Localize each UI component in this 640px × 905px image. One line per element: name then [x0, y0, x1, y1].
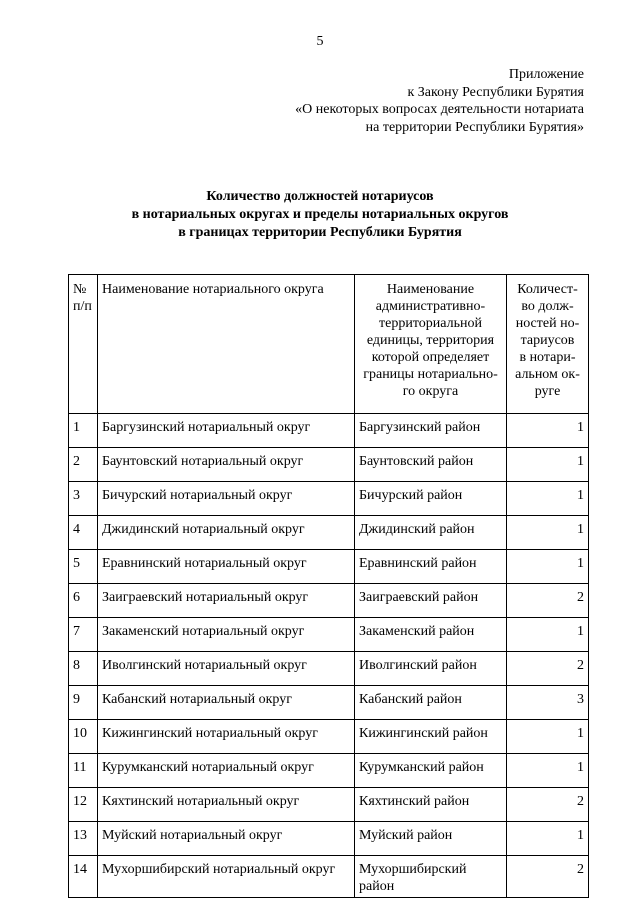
header-line: которой определяет [371, 350, 490, 365]
district-name: Кабанский нотариальный округ [98, 686, 355, 720]
header-line: руге [534, 384, 561, 399]
district-name: Баргузинский нотариальный округ [98, 414, 355, 448]
district-name: Джидинский нотариальный округ [98, 516, 355, 550]
district-name: Еравнинский нотариальный округ [98, 550, 355, 584]
territorial-unit: Курумканский район [355, 754, 507, 788]
notary-districts-table [68, 274, 589, 898]
table-row [69, 788, 589, 822]
header-line: Наименование [386, 282, 475, 297]
header-line: № [73, 282, 87, 297]
district-name: Кижингинский нотариальный округ [98, 720, 355, 754]
territorial-unit: Баргузинский район [355, 414, 507, 448]
territorial-unit: Бичурский район [355, 482, 507, 516]
notary-count: 1 [507, 618, 589, 652]
notary-count: 3 [507, 686, 589, 720]
table-row [69, 720, 589, 754]
district-name: Иволгинский нотариальный округ [98, 652, 355, 686]
territorial-unit: Муйский район [355, 822, 507, 856]
document-title [0, 188, 640, 242]
table-row [69, 754, 589, 788]
territorial-unit: Заиграевский район [355, 584, 507, 618]
header-line: во долж- [521, 299, 574, 314]
territorial-unit: Кижингинский район [355, 720, 507, 754]
territorial-unit: Иволгинский район [355, 652, 507, 686]
appendix-header [295, 66, 584, 136]
header-line: в нотари- [519, 350, 576, 365]
notary-count: 2 [507, 652, 589, 686]
appendix-line: Приложение [508, 67, 584, 82]
notary-count: 1 [507, 516, 589, 550]
table-row [69, 584, 589, 618]
header-line: границы нотариально- [363, 367, 498, 382]
header-line: го округа [402, 384, 459, 399]
table-row [69, 550, 589, 584]
header-notary-count [507, 275, 589, 414]
district-name: Мухоршибирский нотариальный округ [98, 856, 355, 898]
row-number: 7 [69, 618, 98, 652]
row-number: 14 [69, 856, 98, 898]
title-line: в границах территории Республики Бурятия [178, 225, 462, 240]
district-name: Баунтовский нотариальный округ [98, 448, 355, 482]
row-number: 4 [69, 516, 98, 550]
notary-count: 1 [507, 448, 589, 482]
table-row [69, 652, 589, 686]
territorial-unit: Кабанский район [355, 686, 507, 720]
row-number: 13 [69, 822, 98, 856]
territorial-unit: Баунтовский район [355, 448, 507, 482]
territorial-unit: Джидинский район [355, 516, 507, 550]
notary-count: 1 [507, 482, 589, 516]
territorial-unit: Еравнинский район [355, 550, 507, 584]
header-number [69, 275, 98, 414]
table-row [69, 516, 589, 550]
notary-count: 1 [507, 414, 589, 448]
row-number: 11 [69, 754, 98, 788]
header-line: ностей но- [515, 316, 580, 331]
notary-count: 2 [507, 788, 589, 822]
table-row [69, 822, 589, 856]
header-line: Количест- [517, 282, 578, 297]
table-row [69, 482, 589, 516]
header-line: тариусов [520, 333, 575, 348]
notary-count: 1 [507, 822, 589, 856]
table-row [69, 618, 589, 652]
territorial-unit: Кяхтинский район [355, 788, 507, 822]
appendix-line: «О некоторых вопросах деятельности нотариата [295, 102, 584, 117]
notary-count: 2 [507, 584, 589, 618]
district-name: Курумканский нотариальный округ [98, 754, 355, 788]
table-row [69, 414, 589, 448]
header-line: единицы, территория [366, 333, 495, 348]
header-line: п/п [73, 299, 92, 314]
table-row [69, 856, 589, 898]
territorial-unit: Мухоршибирский район [355, 856, 507, 898]
row-number: 6 [69, 584, 98, 618]
district-name: Муйский нотариальный округ [98, 822, 355, 856]
district-name: Кяхтинский нотариальный округ [98, 788, 355, 822]
notary-count: 1 [507, 550, 589, 584]
row-number: 1 [69, 414, 98, 448]
title-line: Количество должностей нотариусов [206, 189, 434, 204]
appendix-line: на территории Республики Бурятия» [365, 119, 584, 135]
header-line: альном ок- [515, 367, 580, 382]
header-territorial-unit [355, 275, 507, 414]
page-number: 5 [316, 34, 324, 49]
district-name: Закаменский нотариальный округ [98, 618, 355, 652]
district-name: Заиграевский нотариальный округ [98, 584, 355, 618]
appendix-line: к Закону Республики Бурятия [407, 84, 584, 100]
row-number: 3 [69, 482, 98, 516]
row-number: 12 [69, 788, 98, 822]
territorial-unit: Закаменский район [355, 618, 507, 652]
table-row [69, 448, 589, 482]
row-number: 2 [69, 448, 98, 482]
row-number: 8 [69, 652, 98, 686]
notary-count: 2 [507, 856, 589, 898]
table-row [69, 686, 589, 720]
notary-count: 1 [507, 720, 589, 754]
header-line: административно- [375, 299, 486, 314]
row-number: 10 [69, 720, 98, 754]
title-line: в нотариальных округах и пределы нотариальных округов [131, 207, 509, 222]
row-number: 9 [69, 686, 98, 720]
notary-count: 1 [507, 754, 589, 788]
row-number: 5 [69, 550, 98, 584]
header-line: территориальной [379, 316, 482, 331]
header-district-name [98, 275, 355, 414]
table-header-row [69, 275, 589, 414]
district-name: Бичурский нотариальный округ [98, 482, 355, 516]
header-line: Наименование нотариального округа [102, 282, 324, 297]
